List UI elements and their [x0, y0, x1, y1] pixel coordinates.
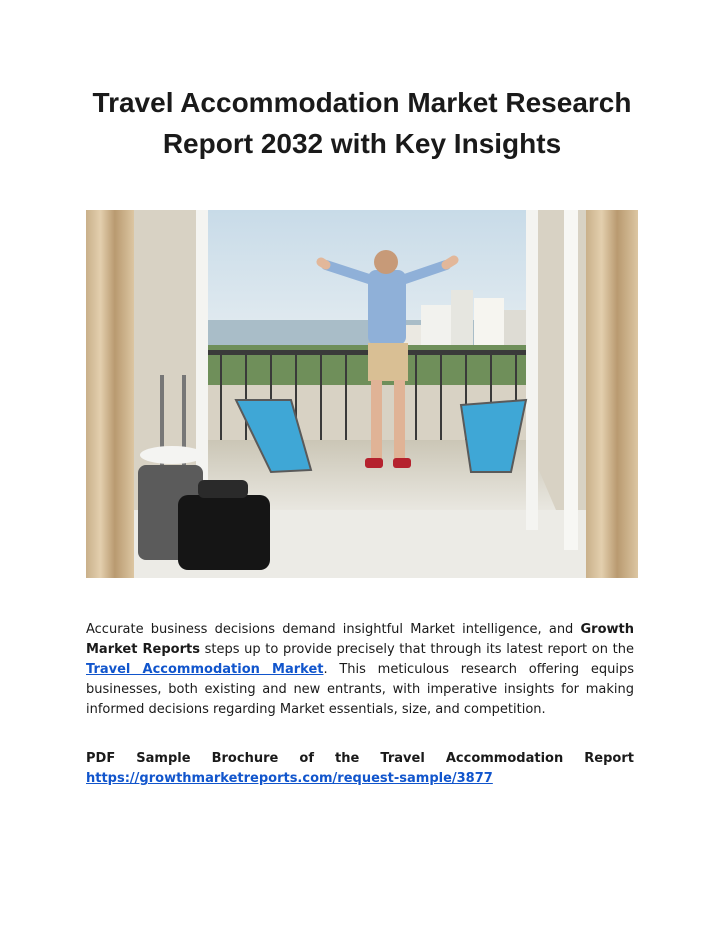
paragraph-text-2: steps up to provide precisely that through its latest report on the [199, 642, 634, 657]
hero-image [86, 210, 638, 578]
sample-brochure-label: PDF Sample Brochure of the Travel Accommodation Report [86, 751, 634, 766]
company-name: Growth Market Reports [86, 622, 634, 657]
market-report-link[interactable]: Travel Accommodation Market [86, 662, 324, 677]
paragraph-text-3: . This meticulous research offering equips businesses, both existing and new entrants, with imperative insights for making informed decisions regarding Market essentials, size, and competition. [86, 662, 635, 717]
sample-request-link[interactable]: https://growthmarketreports.com/request-sample/3877 [86, 771, 493, 786]
paragraph-text-1: Accurate business decisions demand insightful Market intelligence, and [86, 622, 581, 637]
intro-paragraph [86, 620, 634, 720]
page-title: Travel Accommodation Market Research Report 2032 with Key Insights [92, 87, 632, 159]
